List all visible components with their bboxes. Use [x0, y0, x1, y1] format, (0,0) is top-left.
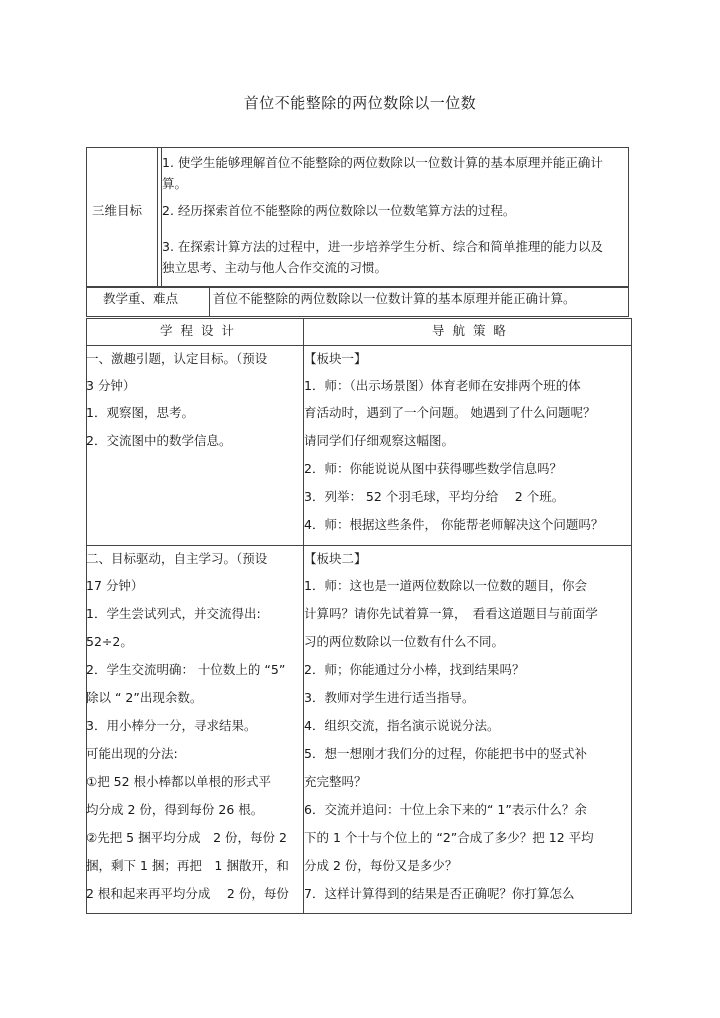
s2-right-line: 7．这样计算得到的结果是否正确呢？你打算怎么	[304, 886, 575, 901]
s2-right-line: 4．组织交流，指名演示说说分法。	[304, 718, 500, 733]
s1-left-line: 3 分钟）	[86, 378, 136, 393]
s1-right-line: 4．师：根据这些条件， 你能帮老师解决这个问题吗？	[304, 517, 604, 532]
s1-right-line: 【板块一】	[304, 351, 367, 366]
s2-right-line: 习的两位数除以一位数有什么不同。	[304, 634, 505, 649]
s2-left-line: 2．学生交流明确： 十位数上的 “5”	[86, 662, 286, 677]
s1-left-line: 一、激趣引题，认定目标。（预设	[86, 351, 268, 366]
s2-left-line: 二、目标驱动，自主学习。（预设	[86, 551, 268, 566]
s1-right-line: 2．师：你能说说从图中获得哪些数学信息吗？	[304, 461, 562, 476]
s2-left-line: 17 分钟）	[86, 578, 144, 593]
objective-item-2: 2. 经历探索首位不能整除的两位数除以一位数笔算方法的过程。	[162, 203, 516, 218]
objective-item-1: 1. 使学生能够理解首位不能整除的两位数除以一位数计算的基本原理并能正确计算。	[162, 155, 603, 191]
s1-right-line: 请同学们仔细观察这幅图。	[304, 433, 455, 448]
objectives-label: 三维目标	[92, 203, 143, 218]
s2-left-line: ②先把 5 捆平均分成 2 份，每份 2	[86, 830, 287, 845]
s2-right-line: 3．教师对学生进行适当指导。	[304, 690, 475, 705]
s2-left-line: 除以 “ 2”出现余数。	[86, 690, 203, 705]
s2-left-line: 可能出现的分法:	[86, 746, 178, 761]
s1-right-line: 3．列举： 52 个羽毛球，平均分给 2 个班。	[304, 489, 565, 504]
objective-item-3: 3. 在探索计算方法的过程中，进一步培养学生分析、综合和简单推理的能力以及独立思考、主动与他人合作交流的习惯。	[162, 239, 603, 275]
s2-left-line: 捆，剩下 1 捆；再把 1 捆散开，和	[86, 858, 289, 873]
s2-right-line: 【板块二】	[304, 551, 367, 566]
header-divider	[86, 345, 632, 346]
s2-right-line: 分成 2 份，每份又是多少？	[304, 858, 458, 873]
header-left: 学 程 设 计	[160, 323, 236, 338]
s2-right-line: 2．师；你能通过分小棒，找到结果吗？	[304, 662, 525, 677]
s2-left-line: 52÷2。	[86, 634, 133, 649]
s2-left-line: ①把 52 根小棒都以单根的形式平	[86, 774, 272, 789]
s2-left-line: 均分成 2 份，得到每份 26 根。	[86, 802, 264, 817]
focus-text: 首位不能整除的两位数除以一位数计算的基本原理并能正确计算。	[213, 291, 576, 306]
s2-right-line: 6．交流并追问：十位上余下来的“ 1”表示什么？余	[304, 802, 587, 817]
document-title: 首位不能整除的两位数除以一位数	[243, 94, 477, 112]
s2-left-line: 3．用小棒分一分，寻求结果。	[86, 718, 257, 733]
s1-left-line: 2．交流图中的数学信息。	[86, 433, 232, 448]
s1-left-line: 1．观察图，思考。	[86, 405, 194, 420]
focus-divider	[209, 287, 210, 317]
s2-left-line: 2 根和起来再平均分成 2 份，每份	[86, 886, 289, 901]
s2-right-line: 计算吗？请你先试着算一算， 看看这道题目与前面学	[304, 606, 598, 621]
focus-label: 教学重、难点	[103, 291, 179, 306]
s2-right-line: 下的 1 个十与个位上的 “2”合成了多少？把 12 平均	[304, 830, 594, 845]
s2-left-line: 1．学生尝试列式，并交流得出:	[86, 606, 261, 621]
header-right: 导 航 策 略	[432, 323, 508, 338]
s2-right-line: 充完整吗？	[304, 774, 367, 789]
section-divider	[86, 545, 632, 546]
s1-right-line: 育活动时，遇到了一个问题。 她遇到了什么问题呢？	[304, 405, 596, 420]
objectives-divider	[157, 147, 158, 287]
s1-right-line: 1．师：（出示场景图）体育老师在安排两个班的体	[304, 378, 581, 393]
s2-right-line: 5．想一想刚才我们分的过程，你能把书中的竖式补	[304, 746, 587, 761]
s2-right-line: 1．师：这也是一道两位数除以一位数的题目，你会	[304, 578, 587, 593]
